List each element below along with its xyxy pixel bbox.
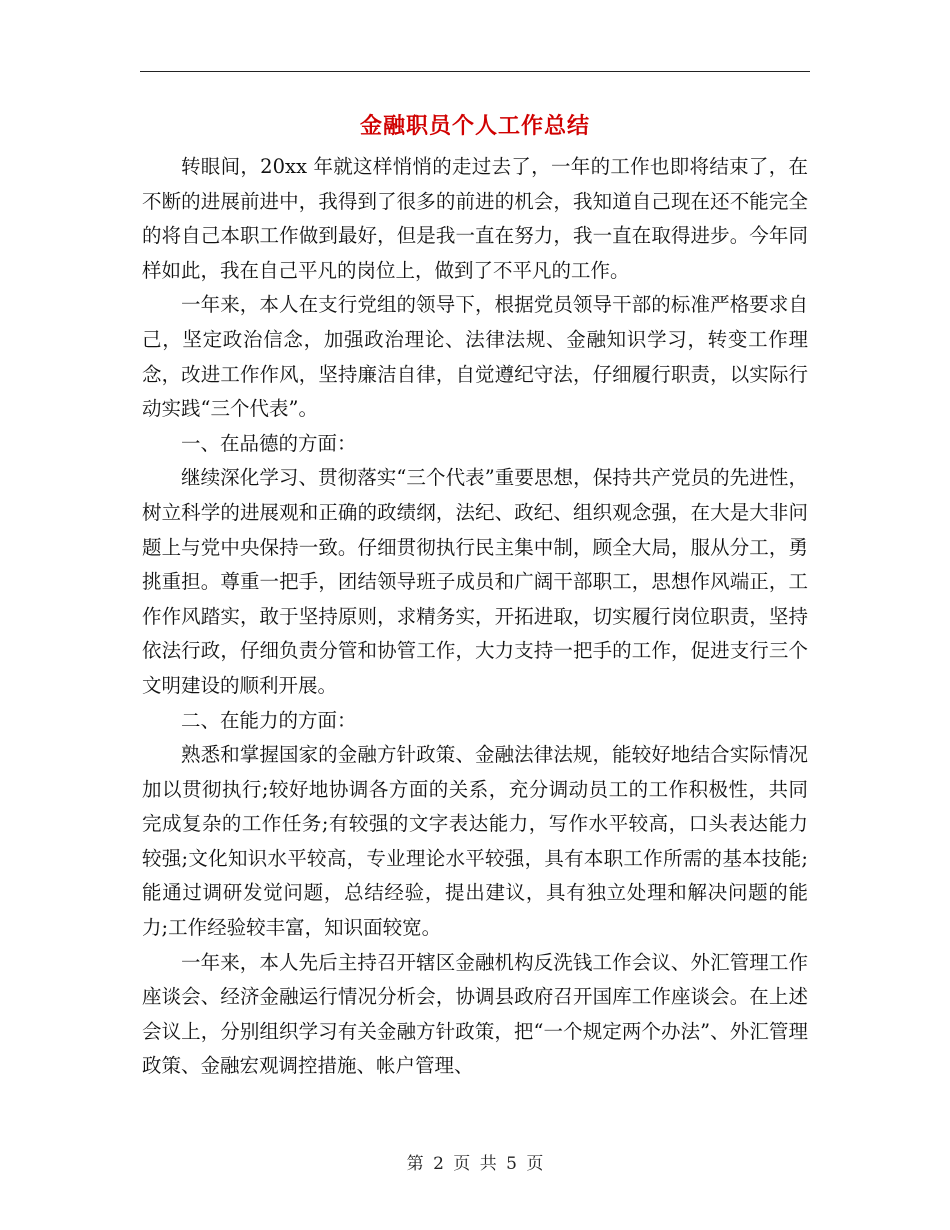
paragraph-overview: 一年来，本人在支行党组的领导下，根据党员领导干部的标准严格要求自己，坚定政治信念，加强政治理论、法律法规、金融知识学习，转变工作理念，改进工作作风，坚持廉洁自律，自觉遵纪守法，仔细履行职责，以实际行动实践“三个代表”。 [142,293,808,421]
paragraph-morality: 继续深化学习、贯彻落实“三个代表”重要思想，保持共产党员的先进性，树立科学的进展观和正确的政绩纲，法纪、政纪、组织观念强，在大是大非问题上与党中央保持一致。仔细贯彻执行民主集中制，顾全大局，服从分工，勇挑重担。尊重一把手，团结领导班子成员和广阔干部职工，思想作风端正，工作作风踏实，敢于坚持原则，求精务实，开拓进取，切实履行岗位职责，坚持依法行政，仔细负责分管和协管工作，大力支持一把手的工作，促进支行三个文明建设的顺利开展。 [142,466,808,697]
document-body [142,150,808,1084]
paragraph-meetings: 一年来，本人先后主持召开辖区金融机构反洗钱工作会议、外汇管理工作座谈会、经济金融运行情况分析会，协调县政府召开国库工作座谈会。在上述会议上，分别组织学习有关金融方针政策，把“一个规定两个办法”、外汇管理政策、金融宏观调控措施、帐户管理、 [142,950,808,1078]
document-title: 金融职员个人工作总结 [359,113,590,139]
page-number-footer: 第 2 页 共 5 页 [406,1154,544,1174]
paragraph-ability: 熟悉和掌握国家的金融方针政策、金融法律法规，能较好地结合实际情况加以贯彻执行;较好地协调各方面的关系，充分调动员工的工作积极性，共同完成复杂的工作任务;有较强的文字表达能力，写作水平较高，口头表达能力较强;文化知识水平较高，专业理论水平较强，具有本职工作所需的基本技能;能通过调研发觉问题，总结经验，提出建议，具有独立处理和解决问题的能力;工作经验较丰富，知识面较宽。 [142,743,808,940]
section-heading-morality: 一、在品德的方面： [181,431,357,455]
header-rule [140,71,810,72]
paragraph-intro: 转眼间，20xx 年就这样悄悄的走过去了，一年的工作也即将结束了，在不断的进展前进中，我得到了很多的前进的机会，我知道自己现在还不能完全的将自己本职工作做到最好，但是我一直在努力，我一直在取得进步。今年同样如此，我在自己平凡的岗位上，做到了不平凡的工作。 [142,155,808,282]
section-heading-ability: 二、在能力的方面： [181,708,357,732]
